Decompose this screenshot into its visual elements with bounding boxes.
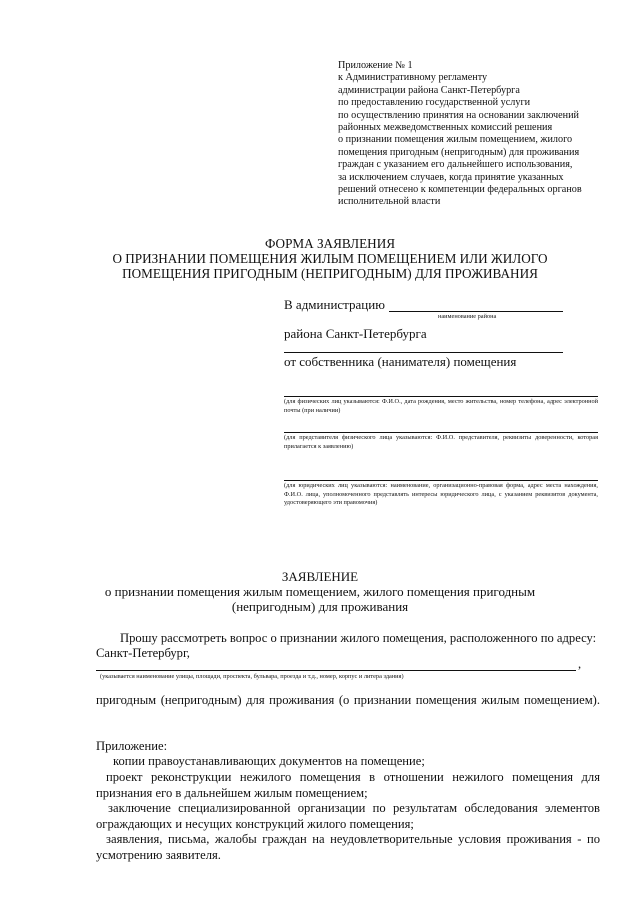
statement-subtitle: (непригодным) для проживания (231, 599, 409, 614)
individual-hint: (для физических лиц указываются: Ф.И.О., дата рождения, место жительства, номер телефона, адрес электронной почты (при наличии) (284, 398, 598, 414)
appendix-line: решений отнесено к компетенции федеральных органов (338, 184, 582, 196)
attachment-item: заключение специализированной организации по результатам обследования элементов ограждающих и несущих конструкций жилого помещения; (96, 801, 600, 831)
appendix-line: помещения пригодным (непригодным) для проживания (338, 146, 580, 158)
appendix-line: к Административному регламенту (338, 72, 488, 84)
form-title-line: ПОМЕЩЕНИЯ ПРИГОДНЫМ (НЕПРИГОДНЫМ) ДЛЯ ПРОЖИВАНИЯ (122, 266, 538, 281)
form-title-line: ФОРМА ЗАЯВЛЕНИЯ (264, 236, 396, 251)
statement-title-block (100, 569, 540, 614)
applicant-name-field[interactable] (284, 352, 563, 353)
form-title-line: О ПРИЗНАНИИ ПОМЕЩЕНИЯ ЖИЛЫМ ПОМЕЩЕНИЕМ ИЛИ ЖИЛОГО (112, 251, 548, 266)
appendix-header (338, 60, 618, 209)
from-owner-label: от собственника (нанимателя) помещения (284, 354, 517, 369)
appendix-line: по осуществлению принятия на основании заключений (338, 109, 579, 121)
form-title (100, 236, 560, 281)
statement-subtitle: о признании помещения жилым помещением, жилого помещения пригодным (104, 584, 536, 599)
appendix-line: исполнительной власти (338, 196, 441, 208)
representative-details-field[interactable] (284, 432, 598, 433)
appendix-line: Приложение № 1 (338, 60, 413, 71)
request-city: Санкт-Петербург, (96, 646, 190, 660)
legal-entity-details-field[interactable] (284, 480, 598, 481)
address-comma: , (578, 657, 582, 671)
attachment-item: проект реконструкции нежилого помещения в отношении нежилого помещения для признания его в дальнейшем жилым помещением; (96, 770, 600, 800)
appendix-line: администрации района Санкт-Петербурга (338, 84, 520, 96)
address-field[interactable] (96, 670, 576, 671)
appendix-line: по предоставлению государственной услуги (338, 97, 531, 109)
attachment-item: заявления, письма, жалобы граждан на неудовлетворительные условия проживания - по усмотрению заявителя. (96, 832, 600, 862)
address-hint: (указывается наименование улицы, площади, проспекта, бульвара, проезда и т.д., номер, корпус и литера здания) (100, 673, 404, 680)
appendix-line: о признании помещения жилым помещением, жилого (338, 134, 573, 146)
appendix-line: за исключением случаев, когда принятие указанных (338, 171, 564, 183)
district-hint: наименование района (438, 313, 497, 320)
appendix-line: районных межведомственных комиссий решения (338, 122, 553, 134)
legal-entity-hint: (для юридических лиц указываются: наименование, организационно-правовая форма, адрес места нахождения, Ф.И.О. лица, уполномоченного представлять интересы юридического лица, с указанием реквизитов документа, удостоверяющего эти правомочия) (284, 482, 598, 507)
statement-title: ЗАЯВЛЕНИЕ (281, 569, 359, 584)
appendix-line: граждан с указанием его дальнейшего использования, (338, 159, 573, 171)
to-administration-label: В администрацию (284, 297, 385, 312)
attachments-heading: Приложение: (96, 739, 168, 753)
suitability-text: пригодным (непригодным) для проживания (о признании помещения жилым помещением). (96, 693, 600, 707)
individual-details-field[interactable] (284, 396, 598, 397)
request-text: Прошу рассмотреть вопрос о признании жилого помещения, расположенного по адресу: (120, 631, 597, 645)
attachment-item: копии правоустанавливающих документов на помещение; (113, 754, 425, 768)
district-name-field[interactable] (389, 311, 563, 312)
district-city-label: района Санкт-Петербурга (284, 326, 427, 341)
representative-hint: (для представителя физического лица указываются: Ф.И.О. представителя, реквизиты доверенности, которая прилагается к заявлению) (284, 434, 598, 450)
